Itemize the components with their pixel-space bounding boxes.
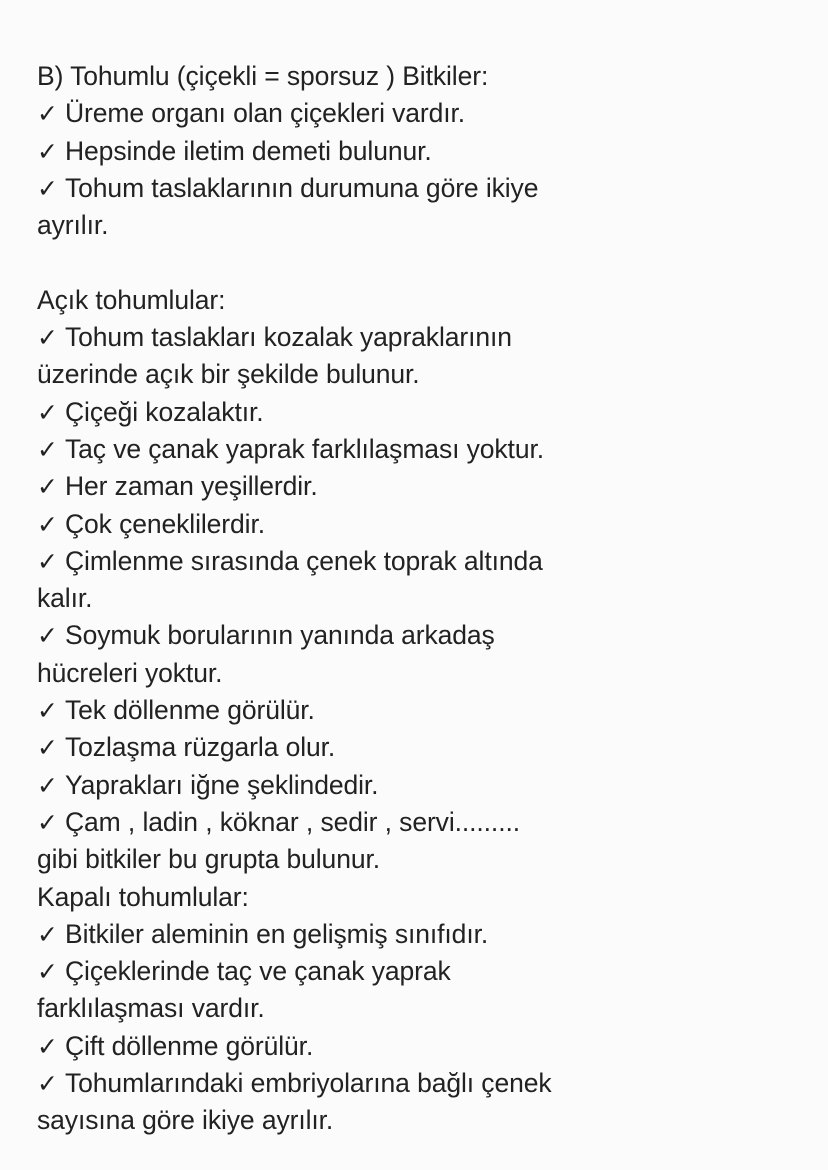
list-item-text: Hepsinde iletim demeti bulunur. (65, 135, 432, 166)
list-item-text: Çiçeği kozalaktır. (65, 396, 264, 427)
list-item-text: Bitkiler aleminin en gelişmiş sınıfıdır. (65, 918, 489, 949)
section-heading: B) Tohumlu (çiçekli = sporsuz ) Bitkiler: (37, 61, 489, 91)
checkmark-icon: ✓ (37, 697, 58, 726)
checkmark-icon: ✓ (37, 137, 58, 166)
checkmark-icon: ✓ (37, 622, 58, 651)
list-item-text: üzerinde açık bir şekilde bulunur. (37, 359, 420, 390)
list-item (37, 95, 807, 132)
list-item-continuation (37, 1102, 807, 1139)
list-item (37, 394, 807, 431)
list-item-text: sayısına göre ikiye ayrılır. (37, 1105, 334, 1136)
list-item (37, 319, 807, 356)
angiosperms-title: Kapalı tohumlular: (37, 881, 249, 912)
list-item (37, 729, 807, 766)
list-item (37, 1028, 807, 1065)
list-item-text: Çiçeklerinde taç ve çanak yaprak (65, 956, 451, 987)
document-body (37, 58, 807, 1140)
list-item-continuation: ayrılır. (37, 210, 109, 241)
list-item (37, 170, 807, 207)
list-item-text: gibi bitkiler bu grupta bulunur. (37, 844, 380, 875)
list-item-continuation (37, 580, 807, 617)
checkmark-icon: ✓ (37, 473, 58, 502)
list-item-text: Tozlaşma rüzgarla olur. (65, 732, 336, 763)
checkmark-icon: ✓ (37, 547, 58, 576)
list-item-text: Her zaman yeşillerdir. (65, 471, 318, 502)
checkmark-icon: ✓ (37, 100, 58, 129)
checkmark-icon: ✓ (37, 435, 58, 464)
list-item-text: Soymuk borularının yanında arkadaş (65, 620, 495, 651)
checkmark-icon: ✓ (37, 1070, 58, 1099)
list-item (37, 543, 807, 580)
list-item-continuation (37, 990, 807, 1027)
checkmark-icon: ✓ (37, 510, 58, 539)
checkmark-icon: ✓ (37, 808, 58, 837)
list-item-text: Çift döllenme görülür. (65, 1030, 314, 1061)
list-item-text: Üreme organı olan çiçekleri vardır. (65, 98, 466, 129)
checkmark-icon: ✓ (37, 324, 58, 353)
list-item-text: Yaprakları iğne şeklindedir. (65, 769, 379, 800)
list-item (37, 431, 807, 468)
list-item-text: Tohum taslaklarının durumuna göre ikiye (65, 172, 539, 203)
list-item-text: Çam , ladin , köknar , sedir , servi......... (65, 806, 520, 837)
checkmark-icon: ✓ (37, 734, 58, 763)
checkmark-icon: ✓ (37, 1032, 58, 1061)
list-item (37, 133, 807, 170)
list-item (37, 1065, 807, 1102)
list-item (37, 468, 807, 505)
list-item-text: Tek döllenme görülür. (65, 695, 315, 726)
list-item (37, 767, 807, 804)
checkmark-icon: ✓ (37, 771, 58, 800)
list-item (37, 916, 807, 953)
list-item-continuation (37, 655, 807, 692)
blank-line (37, 244, 807, 281)
list-item-text: Tohumlarındaki embriyolarına bağlı çenek (65, 1068, 552, 1099)
checkmark-icon: ✓ (37, 958, 58, 987)
checkmark-icon: ✓ (37, 398, 58, 427)
list-item-text: Çok çeneklilerdir. (65, 508, 265, 539)
list-item (37, 617, 807, 654)
list-item-text: hücreleri yoktur. (37, 657, 223, 688)
list-item-text: Tohum taslakları kozalak yapraklarının (65, 322, 512, 353)
gymnosperms-list (37, 319, 807, 878)
list-item (37, 692, 807, 729)
angiosperms-list (37, 916, 807, 1140)
list-item-continuation (37, 356, 807, 393)
list-item (37, 953, 807, 990)
checkmark-icon: ✓ (37, 174, 58, 203)
checkmark-icon: ✓ (37, 920, 58, 949)
gymnosperms-title: Açık tohumlular: (37, 284, 226, 315)
list-item-text: kalır. (37, 583, 93, 614)
list-item (37, 804, 807, 841)
list-item-continuation (37, 841, 807, 878)
list-item-text: Taç ve çanak yaprak farklılaşması yoktur. (65, 433, 544, 464)
list-item-text: farklılaşması vardır. (37, 993, 265, 1024)
list-item (37, 506, 807, 543)
list-item-text: Çimlenme sırasında çenek toprak altında (65, 545, 543, 576)
